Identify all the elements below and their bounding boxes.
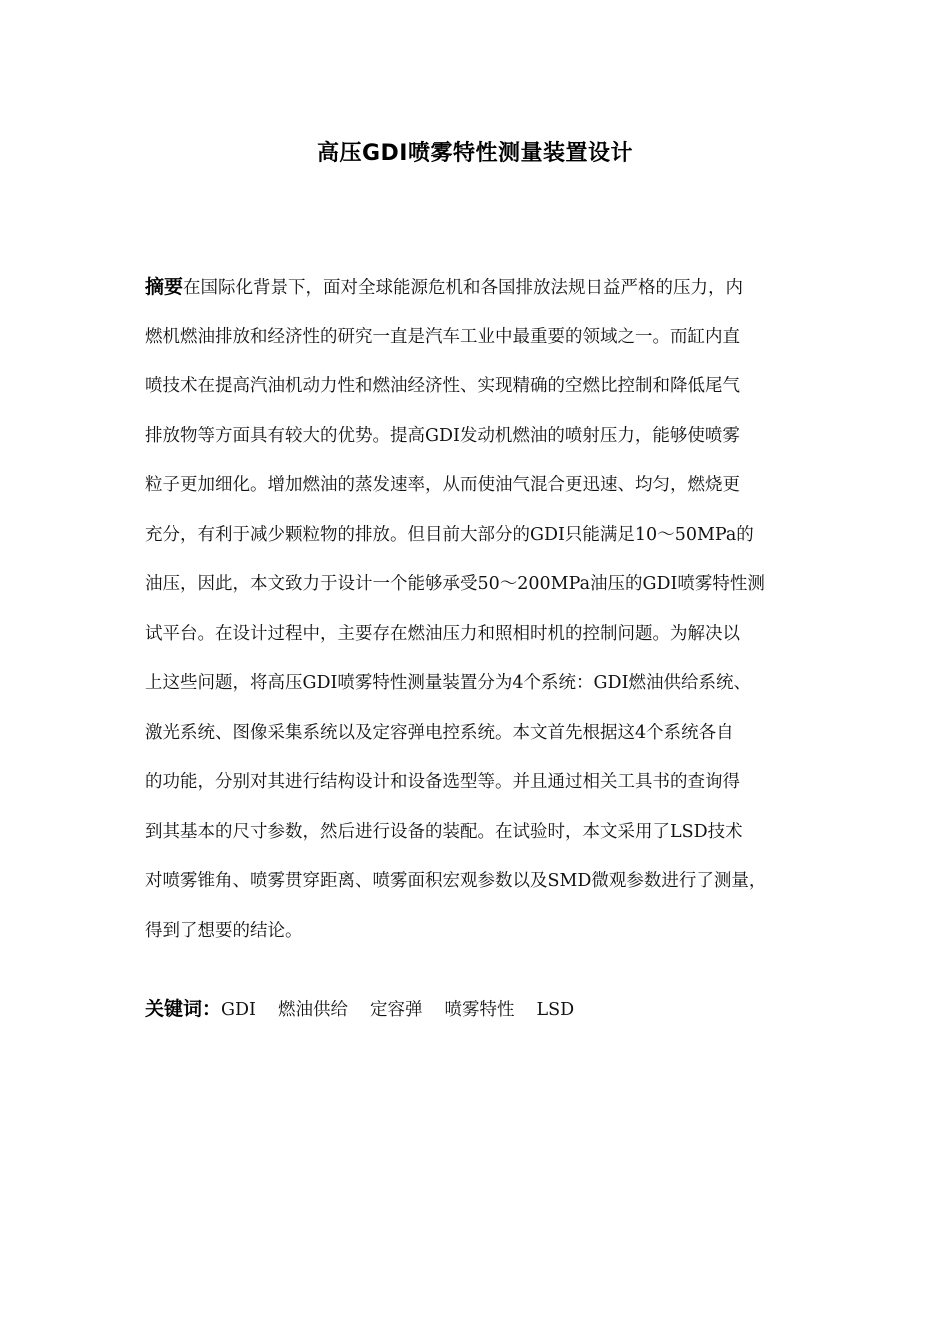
keyword-item: LSD bbox=[536, 1000, 575, 1020]
keyword-item: 燃油供给 bbox=[277, 1000, 348, 1020]
abstract-line: 对喷雾锥角、喷雾贯穿距离、喷雾面积宏观参数以及SMD微观参数进行了测量， bbox=[145, 871, 767, 891]
abstract-line-text: 在国际化背景下，面对全球能源危机和各国排放法规日益严格的压力，内 bbox=[183, 278, 744, 298]
abstract-line: 激光系统、图像采集系统以及定容弹电控系统。本文首先根据这4个系统各自 bbox=[145, 722, 734, 743]
abstract-line: 喷技术在提高汽油机动力性和燃油经济性、实现精确的空燃比控制和降低尾气 bbox=[145, 376, 740, 396]
abstract-line: 的功能，分别对其进行结构设计和设备选型等。并且通过相关工具书的查询得 bbox=[145, 772, 740, 792]
abstract-section bbox=[145, 272, 817, 965]
abstract-line bbox=[145, 272, 817, 322]
abstract-line: 试平台。在设计过程中，主要存在燃油压力和照相时机的控制问题。为解决以 bbox=[145, 623, 740, 644]
abstract-line: 上这些问题，将高压GDI喷雾特性测量装置分为4个系统：GDI燃油供给系统、 bbox=[145, 673, 751, 693]
keywords-section bbox=[145, 994, 817, 1025]
abstract-line: 燃机燃油排放和经济性的研究一直是汽车工业中最重要的领域之一。而缸内直 bbox=[145, 326, 740, 347]
abstract-line: 得到了想要的结论。 bbox=[145, 920, 303, 941]
abstract-line: 到其基本的尺寸参数，然后进行设备的装配。在试验时，本文采用了LSD技术 bbox=[145, 821, 743, 842]
keywords-label: 关键词： bbox=[145, 998, 222, 1020]
abstract-line: 粒子更加细化。增加燃油的蒸发速率，从而使油气混合更迅速、均匀，燃烧更 bbox=[145, 475, 740, 495]
keyword-item: 喷雾特性 bbox=[444, 1000, 515, 1020]
abstract-line: 油压，因此，本文致力于设计一个能够承受50～200MPa油压的GDI喷雾特性测 bbox=[145, 574, 765, 594]
page-title: 高压GDI喷雾特性测量装置设计 bbox=[316, 141, 633, 166]
keyword-item: 定容弹 bbox=[369, 1000, 423, 1020]
keyword-item: GDI bbox=[221, 1000, 256, 1020]
abstract-line: 排放物等方面具有较大的优势。提高GDI发动机燃油的喷射压力，能够使喷雾 bbox=[145, 425, 740, 446]
abstract-line: 充分，有利于减少颗粒物的排放。但目前大部分的GDI只能满足10～50MPa的 bbox=[145, 524, 754, 545]
abstract-label: 摘要 bbox=[145, 276, 184, 298]
